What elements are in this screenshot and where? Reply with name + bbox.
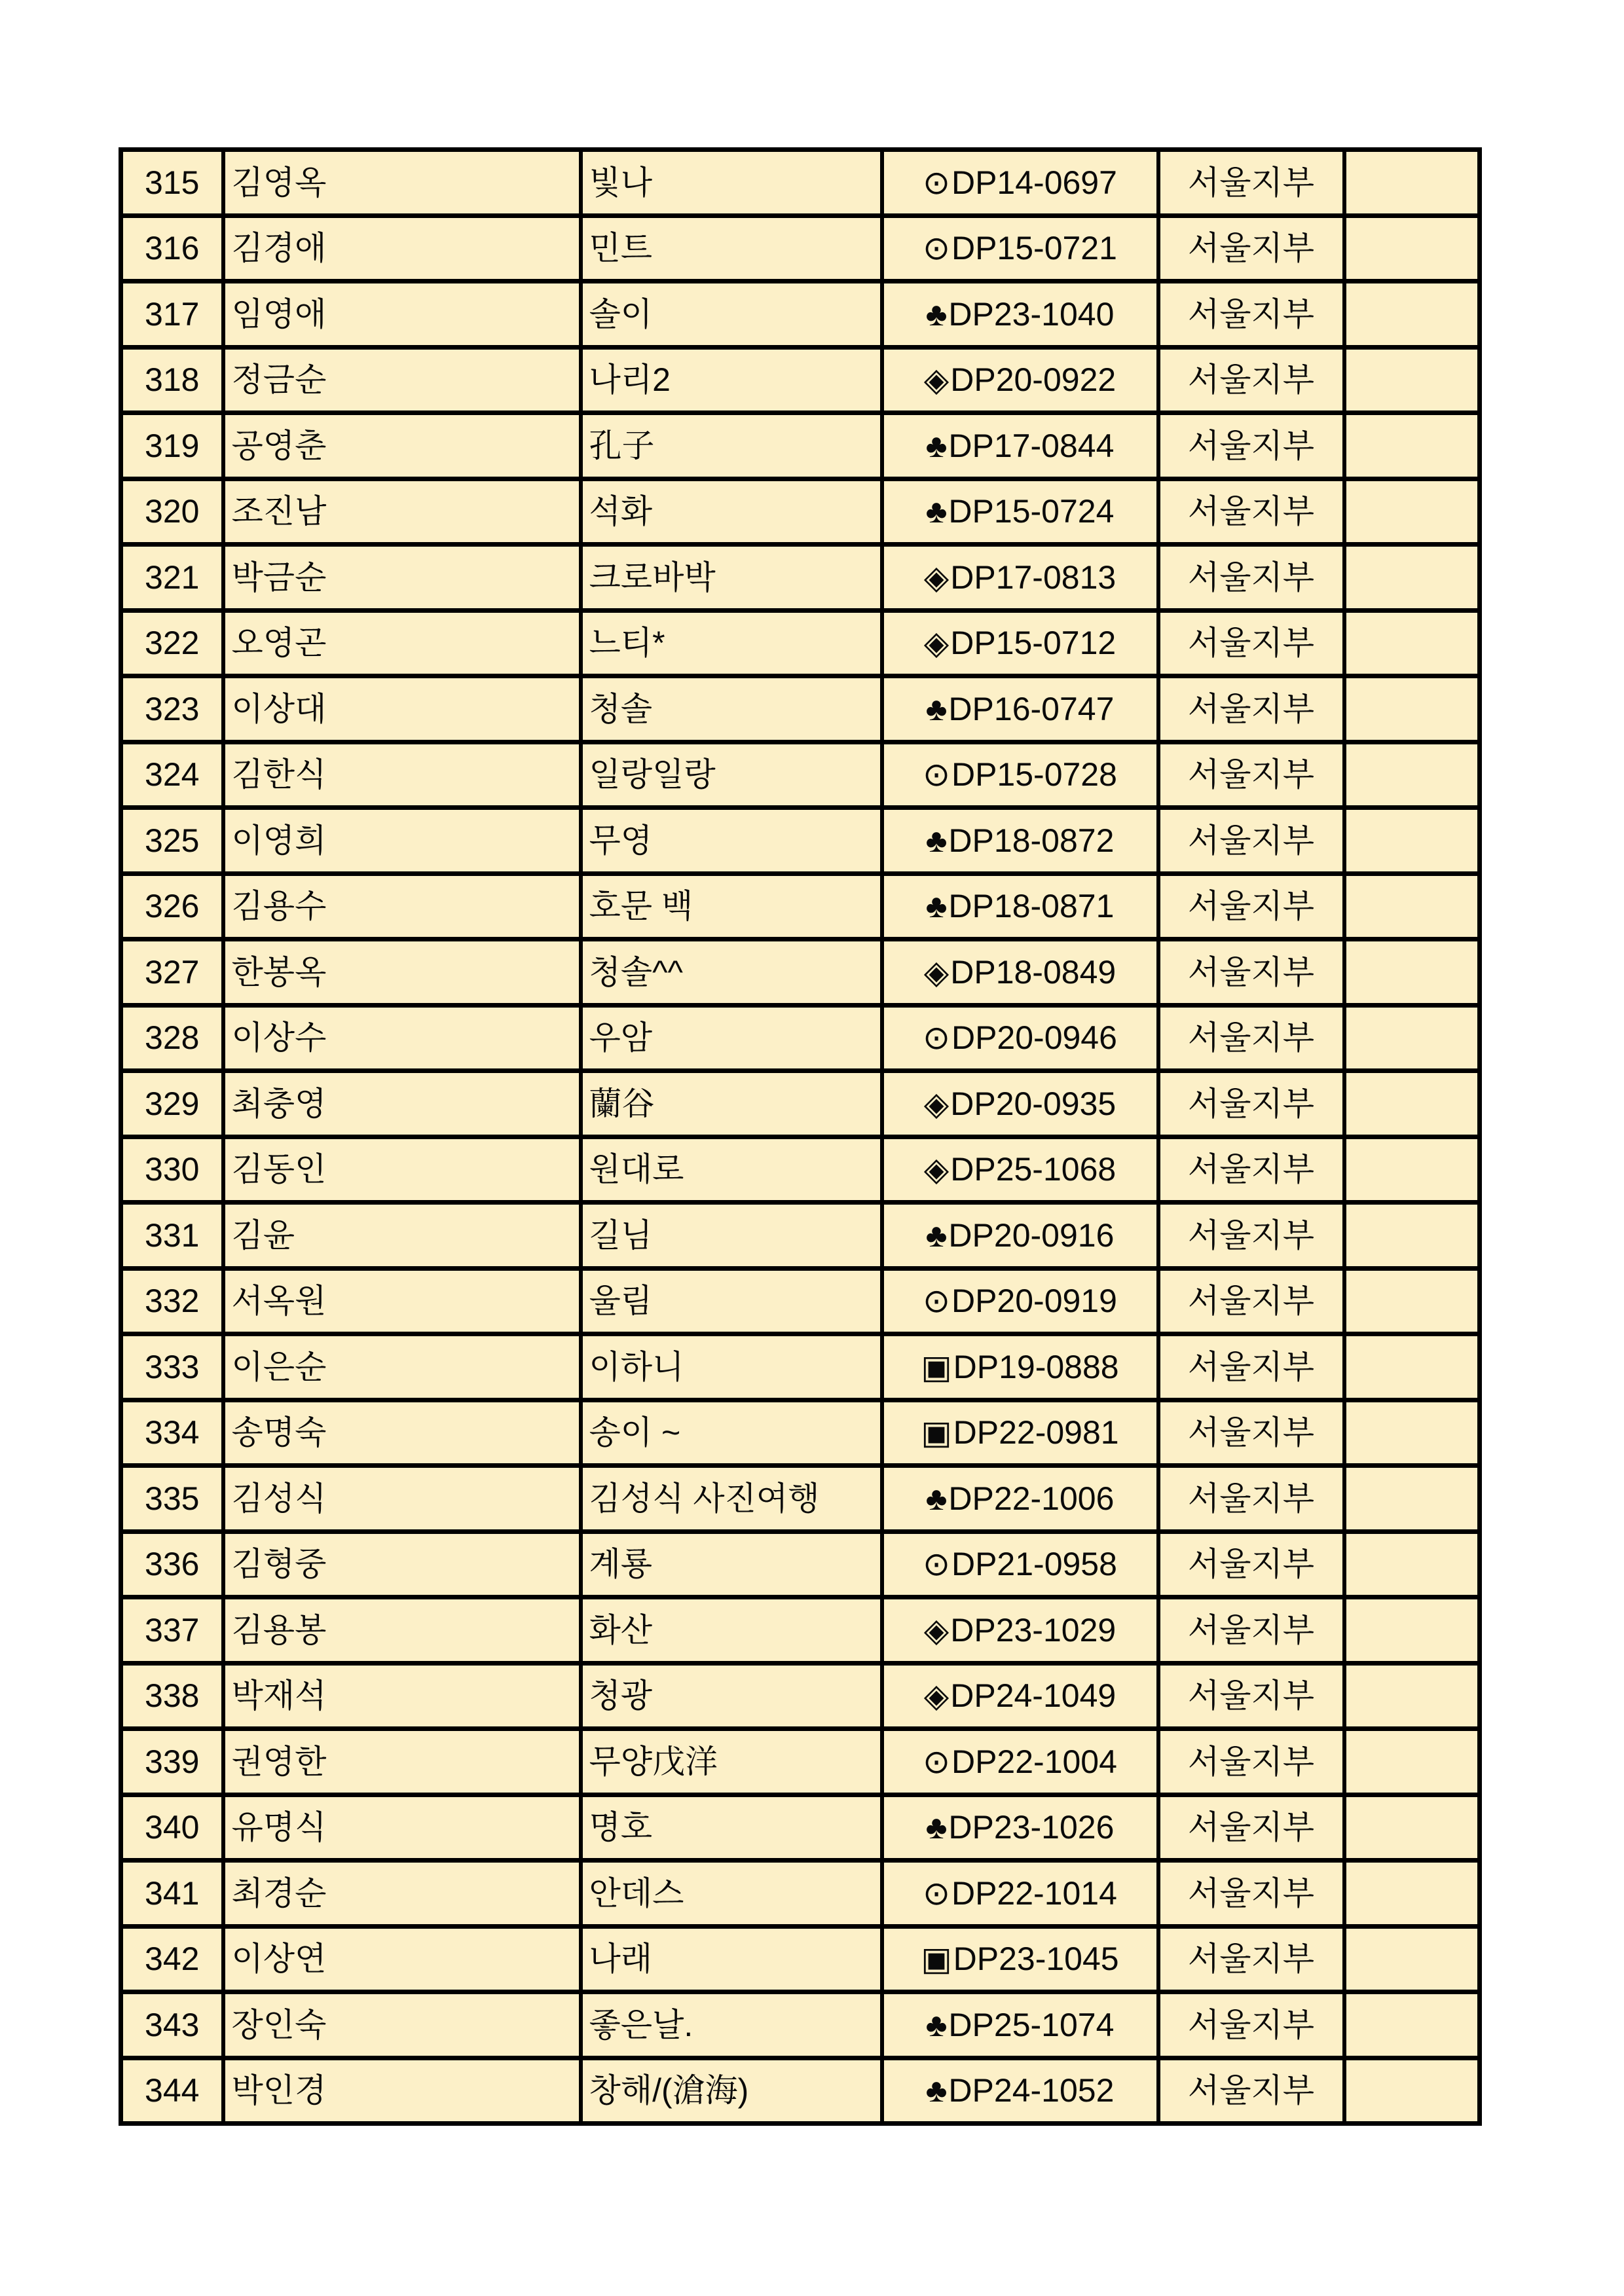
grade-symbol: ◈ xyxy=(923,1151,950,1188)
table-row xyxy=(121,742,1480,808)
member-code: DP23-1029 xyxy=(950,1611,1116,1649)
table-row xyxy=(121,1203,1480,1269)
member-code-cell xyxy=(882,215,1158,282)
member-code-cell xyxy=(882,1466,1158,1532)
member-code: DP17-0844 xyxy=(948,427,1115,464)
note-cell xyxy=(1344,610,1480,676)
member-code-cell xyxy=(882,1400,1158,1466)
note-cell xyxy=(1344,1926,1480,1992)
note-cell xyxy=(1344,676,1480,742)
grade-symbol: ♣ xyxy=(925,427,948,464)
member-code-cell xyxy=(882,1005,1158,1071)
member-number: 337 xyxy=(121,1597,223,1664)
member-number: 320 xyxy=(121,479,223,545)
member-code: DP18-0871 xyxy=(948,888,1115,924)
member-code: DP25-1074 xyxy=(948,2006,1115,2043)
table-row xyxy=(121,150,1480,216)
member-code-cell xyxy=(882,1729,1158,1795)
member-code: DP19-0888 xyxy=(953,1348,1119,1385)
member-code: DP22-1014 xyxy=(951,1874,1117,1912)
member-code-cell xyxy=(882,1203,1158,1269)
member-nickname: 화산 xyxy=(581,1597,882,1664)
member-number: 335 xyxy=(121,1466,223,1532)
grade-symbol: ♣ xyxy=(925,2072,948,2109)
branch-name: 서울지부 xyxy=(1158,1861,1344,1927)
member-nickname: 무영 xyxy=(581,808,882,874)
member-code: DP14-0697 xyxy=(951,164,1117,201)
table-row xyxy=(121,545,1480,611)
grade-symbol: ⊙ xyxy=(923,1743,950,1780)
grade-symbol: ◈ xyxy=(923,1677,950,1714)
member-name: 송명숙 xyxy=(223,1400,581,1466)
table-row xyxy=(121,610,1480,676)
member-nickname: 나래 xyxy=(581,1926,882,1992)
member-name: 김형중 xyxy=(223,1531,581,1597)
table-row xyxy=(121,808,1480,874)
member-code: DP21-0958 xyxy=(951,1546,1117,1582)
grade-symbol: ♣ xyxy=(925,1809,948,1846)
note-cell xyxy=(1344,1861,1480,1927)
note-cell xyxy=(1344,808,1480,874)
member-name: 이은순 xyxy=(223,1334,581,1400)
branch-name: 서울지부 xyxy=(1158,1268,1344,1334)
table-row xyxy=(121,413,1480,479)
table-row xyxy=(121,1071,1480,1137)
member-nickname: 송이 ~ xyxy=(581,1400,882,1466)
member-number: 330 xyxy=(121,1137,223,1203)
member-number: 323 xyxy=(121,676,223,742)
member-nickname: 일랑일랑 xyxy=(581,742,882,808)
member-number: 327 xyxy=(121,939,223,1006)
member-number: 319 xyxy=(121,413,223,479)
member-code: DP20-0935 xyxy=(950,1085,1116,1122)
member-number: 339 xyxy=(121,1729,223,1795)
member-code-cell xyxy=(882,282,1158,348)
note-cell xyxy=(1344,150,1480,216)
member-nickname: 우암 xyxy=(581,1005,882,1071)
member-name: 김성식 xyxy=(223,1466,581,1532)
grade-symbol: ◈ xyxy=(923,361,950,398)
branch-name: 서울지부 xyxy=(1158,1531,1344,1597)
grade-symbol: ⊙ xyxy=(923,1019,950,1056)
member-code: DP17-0813 xyxy=(950,558,1116,596)
member-nickname: 솔이 xyxy=(581,282,882,348)
note-cell xyxy=(1344,1071,1480,1137)
member-code-cell xyxy=(882,545,1158,611)
member-nickname: 이하니 xyxy=(581,1334,882,1400)
member-code-cell xyxy=(882,1334,1158,1400)
grade-symbol: ♣ xyxy=(925,493,948,530)
note-cell xyxy=(1344,1203,1480,1269)
member-code-cell xyxy=(882,1531,1158,1597)
note-cell xyxy=(1344,545,1480,611)
member-name: 김동인 xyxy=(223,1137,581,1203)
member-name: 김경애 xyxy=(223,215,581,282)
member-nickname: 명호 xyxy=(581,1795,882,1861)
member-number: 331 xyxy=(121,1203,223,1269)
member-nickname: 호문 백 xyxy=(581,873,882,939)
member-name: 조진남 xyxy=(223,479,581,545)
member-name: 박금순 xyxy=(223,545,581,611)
grade-symbol: ♣ xyxy=(925,2006,948,2043)
member-name: 김용수 xyxy=(223,873,581,939)
member-nickname: 蘭谷 xyxy=(581,1071,882,1137)
branch-name: 서울지부 xyxy=(1158,1663,1344,1729)
grade-symbol: ♣ xyxy=(925,1480,948,1517)
member-code-cell xyxy=(882,1795,1158,1861)
member-number: 344 xyxy=(121,2058,223,2124)
grade-symbol: ⊙ xyxy=(923,1874,950,1912)
table-row xyxy=(121,1597,1480,1664)
member-name: 정금순 xyxy=(223,347,581,413)
branch-name: 서울지부 xyxy=(1158,939,1344,1006)
member-code: DP24-1049 xyxy=(950,1677,1116,1714)
member-code: DP20-0946 xyxy=(951,1019,1117,1056)
member-number: 329 xyxy=(121,1071,223,1137)
note-cell xyxy=(1344,282,1480,348)
member-name: 이상대 xyxy=(223,676,581,742)
table-row xyxy=(121,1663,1480,1729)
table-row xyxy=(121,939,1480,1006)
note-cell xyxy=(1344,1334,1480,1400)
table-row xyxy=(121,1334,1480,1400)
member-code-cell xyxy=(882,1861,1158,1927)
branch-name: 서울지부 xyxy=(1158,1203,1344,1269)
grade-symbol: ⊙ xyxy=(923,1546,950,1582)
grade-symbol: ♣ xyxy=(925,295,948,333)
member-nickname: 청광 xyxy=(581,1663,882,1729)
table-row xyxy=(121,1861,1480,1927)
member-number: 334 xyxy=(121,1400,223,1466)
table-row xyxy=(121,1137,1480,1203)
note-cell xyxy=(1344,215,1480,282)
branch-name: 서울지부 xyxy=(1158,873,1344,939)
member-code: DP15-0728 xyxy=(951,756,1117,793)
note-cell xyxy=(1344,1729,1480,1795)
grade-symbol: ◈ xyxy=(923,1611,950,1649)
member-code: DP25-1068 xyxy=(950,1151,1116,1188)
table-row xyxy=(121,1466,1480,1532)
member-nickname: 길님 xyxy=(581,1203,882,1269)
branch-name: 서울지부 xyxy=(1158,808,1344,874)
table-row xyxy=(121,347,1480,413)
branch-name: 서울지부 xyxy=(1158,479,1344,545)
table-row xyxy=(121,1795,1480,1861)
member-name: 공영춘 xyxy=(223,413,581,479)
member-code: DP18-0849 xyxy=(950,953,1116,991)
branch-name: 서울지부 xyxy=(1158,1795,1344,1861)
member-nickname: 안데스 xyxy=(581,1861,882,1927)
member-name: 임영애 xyxy=(223,282,581,348)
member-code-cell xyxy=(882,1663,1158,1729)
member-code: DP23-1040 xyxy=(948,295,1115,333)
member-code-cell xyxy=(882,479,1158,545)
note-cell xyxy=(1344,1137,1480,1203)
note-cell xyxy=(1344,1400,1480,1466)
branch-name: 서울지부 xyxy=(1158,1071,1344,1137)
member-code: DP20-0922 xyxy=(950,361,1116,398)
note-cell xyxy=(1344,479,1480,545)
grade-symbol: ◈ xyxy=(923,1085,950,1122)
table-row xyxy=(121,1268,1480,1334)
member-code: DP15-0712 xyxy=(950,625,1116,661)
note-cell xyxy=(1344,1795,1480,1861)
note-cell xyxy=(1344,1268,1480,1334)
note-cell xyxy=(1344,347,1480,413)
member-name: 이영희 xyxy=(223,808,581,874)
branch-name: 서울지부 xyxy=(1158,1729,1344,1795)
member-code-cell xyxy=(882,1071,1158,1137)
note-cell xyxy=(1344,2058,1480,2124)
branch-name: 서울지부 xyxy=(1158,610,1344,676)
member-name: 권영한 xyxy=(223,1729,581,1795)
grade-symbol: ♣ xyxy=(925,1216,948,1254)
grade-symbol: ▣ xyxy=(921,1941,952,1977)
branch-name: 서울지부 xyxy=(1158,2058,1344,2124)
note-cell xyxy=(1344,1992,1480,2058)
member-name: 이상연 xyxy=(223,1926,581,1992)
table-row xyxy=(121,479,1480,545)
member-code-cell xyxy=(882,2058,1158,2124)
member-code-cell xyxy=(882,347,1158,413)
grade-symbol: ⊙ xyxy=(923,1283,950,1319)
member-code: DP20-0919 xyxy=(951,1283,1117,1319)
branch-name: 서울지부 xyxy=(1158,282,1344,348)
grade-symbol: ♣ xyxy=(925,822,948,859)
member-code-cell xyxy=(882,873,1158,939)
member-number: 317 xyxy=(121,282,223,348)
member-nickname: 석화 xyxy=(581,479,882,545)
member-number: 336 xyxy=(121,1531,223,1597)
member-code-cell xyxy=(882,1597,1158,1664)
member-nickname: 크로바박 xyxy=(581,545,882,611)
grade-symbol: ⊙ xyxy=(923,164,950,201)
member-nickname: 김성식 사진여행 xyxy=(581,1466,882,1532)
branch-name: 서울지부 xyxy=(1158,150,1344,216)
member-number: 333 xyxy=(121,1334,223,1400)
member-number: 316 xyxy=(121,215,223,282)
table-row xyxy=(121,282,1480,348)
member-name: 장인숙 xyxy=(223,1992,581,2058)
grade-symbol: ◈ xyxy=(923,625,950,661)
member-number: 321 xyxy=(121,545,223,611)
table-row xyxy=(121,1400,1480,1466)
member-code-cell xyxy=(882,742,1158,808)
grade-symbol: ◈ xyxy=(923,558,950,596)
note-cell xyxy=(1344,873,1480,939)
member-nickname: 나리2 xyxy=(581,347,882,413)
member-nickname: 민트 xyxy=(581,215,882,282)
note-cell xyxy=(1344,1597,1480,1664)
table-row xyxy=(121,215,1480,282)
member-number: 342 xyxy=(121,1926,223,1992)
member-number: 318 xyxy=(121,347,223,413)
branch-name: 서울지부 xyxy=(1158,1597,1344,1664)
table-row xyxy=(121,1531,1480,1597)
grade-symbol: ▣ xyxy=(921,1348,952,1385)
branch-name: 서울지부 xyxy=(1158,676,1344,742)
branch-name: 서울지부 xyxy=(1158,1334,1344,1400)
member-code-cell xyxy=(882,1926,1158,1992)
branch-name: 서울지부 xyxy=(1158,215,1344,282)
member-nickname: 무양戊洋 xyxy=(581,1729,882,1795)
member-name: 김영옥 xyxy=(223,150,581,216)
member-name: 최충영 xyxy=(223,1071,581,1137)
branch-name: 서울지부 xyxy=(1158,1466,1344,1532)
member-name: 오영곤 xyxy=(223,610,581,676)
member-code-cell xyxy=(882,1137,1158,1203)
member-name: 최경순 xyxy=(223,1861,581,1927)
member-code: DP22-0981 xyxy=(953,1414,1119,1451)
member-name: 김용봉 xyxy=(223,1597,581,1664)
member-code: DP20-0916 xyxy=(948,1216,1115,1254)
branch-name: 서울지부 xyxy=(1158,545,1344,611)
member-code-cell xyxy=(882,150,1158,216)
member-number: 328 xyxy=(121,1005,223,1071)
member-code: DP15-0724 xyxy=(948,493,1115,530)
member-nickname: 청솔 xyxy=(581,676,882,742)
note-cell xyxy=(1344,413,1480,479)
member-number: 315 xyxy=(121,150,223,216)
branch-name: 서울지부 xyxy=(1158,413,1344,479)
member-name: 이상수 xyxy=(223,1005,581,1071)
member-name: 한봉옥 xyxy=(223,939,581,1006)
member-name: 김윤 xyxy=(223,1203,581,1269)
member-nickname: 울림 xyxy=(581,1268,882,1334)
branch-name: 서울지부 xyxy=(1158,347,1344,413)
grade-symbol: ▣ xyxy=(921,1414,952,1451)
table-row xyxy=(121,1729,1480,1795)
member-code-cell xyxy=(882,676,1158,742)
member-nickname: 계룡 xyxy=(581,1531,882,1597)
member-code: DP22-1006 xyxy=(948,1480,1115,1517)
member-code-cell xyxy=(882,808,1158,874)
note-cell xyxy=(1344,939,1480,1006)
grade-symbol: ◈ xyxy=(923,953,950,991)
grade-symbol: ⊙ xyxy=(923,230,950,266)
member-code-cell xyxy=(882,1992,1158,2058)
member-nickname: 孔子 xyxy=(581,413,882,479)
member-number: 341 xyxy=(121,1861,223,1927)
member-number: 338 xyxy=(121,1663,223,1729)
note-cell xyxy=(1344,742,1480,808)
branch-name: 서울지부 xyxy=(1158,1137,1344,1203)
member-code: DP16-0747 xyxy=(948,690,1115,727)
member-number: 332 xyxy=(121,1268,223,1334)
grade-symbol: ⊙ xyxy=(923,756,950,793)
member-code: DP22-1004 xyxy=(951,1743,1117,1780)
table-row xyxy=(121,1992,1480,2058)
member-nickname: 청솔^^ xyxy=(581,939,882,1006)
table-row xyxy=(121,873,1480,939)
member-name: 서옥원 xyxy=(223,1268,581,1334)
branch-name: 서울지부 xyxy=(1158,742,1344,808)
branch-name: 서울지부 xyxy=(1158,1005,1344,1071)
member-number: 340 xyxy=(121,1795,223,1861)
member-number: 325 xyxy=(121,808,223,874)
note-cell xyxy=(1344,1005,1480,1071)
grade-symbol: ♣ xyxy=(925,888,948,924)
member-name: 박재석 xyxy=(223,1663,581,1729)
member-number: 324 xyxy=(121,742,223,808)
member-name: 박인경 xyxy=(223,2058,581,2124)
member-number: 326 xyxy=(121,873,223,939)
member-code: DP15-0721 xyxy=(951,230,1117,266)
note-cell xyxy=(1344,1466,1480,1532)
member-number: 322 xyxy=(121,610,223,676)
member-code-cell xyxy=(882,610,1158,676)
note-cell xyxy=(1344,1663,1480,1729)
member-code-cell xyxy=(882,1268,1158,1334)
member-nickname: 느티* xyxy=(581,610,882,676)
member-name: 유명식 xyxy=(223,1795,581,1861)
grade-symbol: ♣ xyxy=(925,690,948,727)
member-code-cell xyxy=(882,939,1158,1006)
member-code: DP23-1045 xyxy=(953,1941,1119,1977)
member-nickname: 창해/(滄海) xyxy=(581,2058,882,2124)
table-row xyxy=(121,676,1480,742)
member-roster-table xyxy=(119,147,1482,2126)
table-row xyxy=(121,2058,1480,2124)
member-name: 김한식 xyxy=(223,742,581,808)
member-nickname: 원대로 xyxy=(581,1137,882,1203)
branch-name: 서울지부 xyxy=(1158,1926,1344,1992)
member-code: DP18-0872 xyxy=(948,822,1115,859)
member-number: 343 xyxy=(121,1992,223,2058)
member-nickname: 빛나 xyxy=(581,150,882,216)
note-cell xyxy=(1344,1531,1480,1597)
member-code: DP24-1052 xyxy=(948,2072,1115,2109)
member-code: DP23-1026 xyxy=(948,1809,1115,1846)
table-row xyxy=(121,1005,1480,1071)
branch-name: 서울지부 xyxy=(1158,1400,1344,1466)
member-code-cell xyxy=(882,413,1158,479)
branch-name: 서울지부 xyxy=(1158,1992,1344,2058)
table-row xyxy=(121,1926,1480,1992)
member-nickname: 좋은날. xyxy=(581,1992,882,2058)
